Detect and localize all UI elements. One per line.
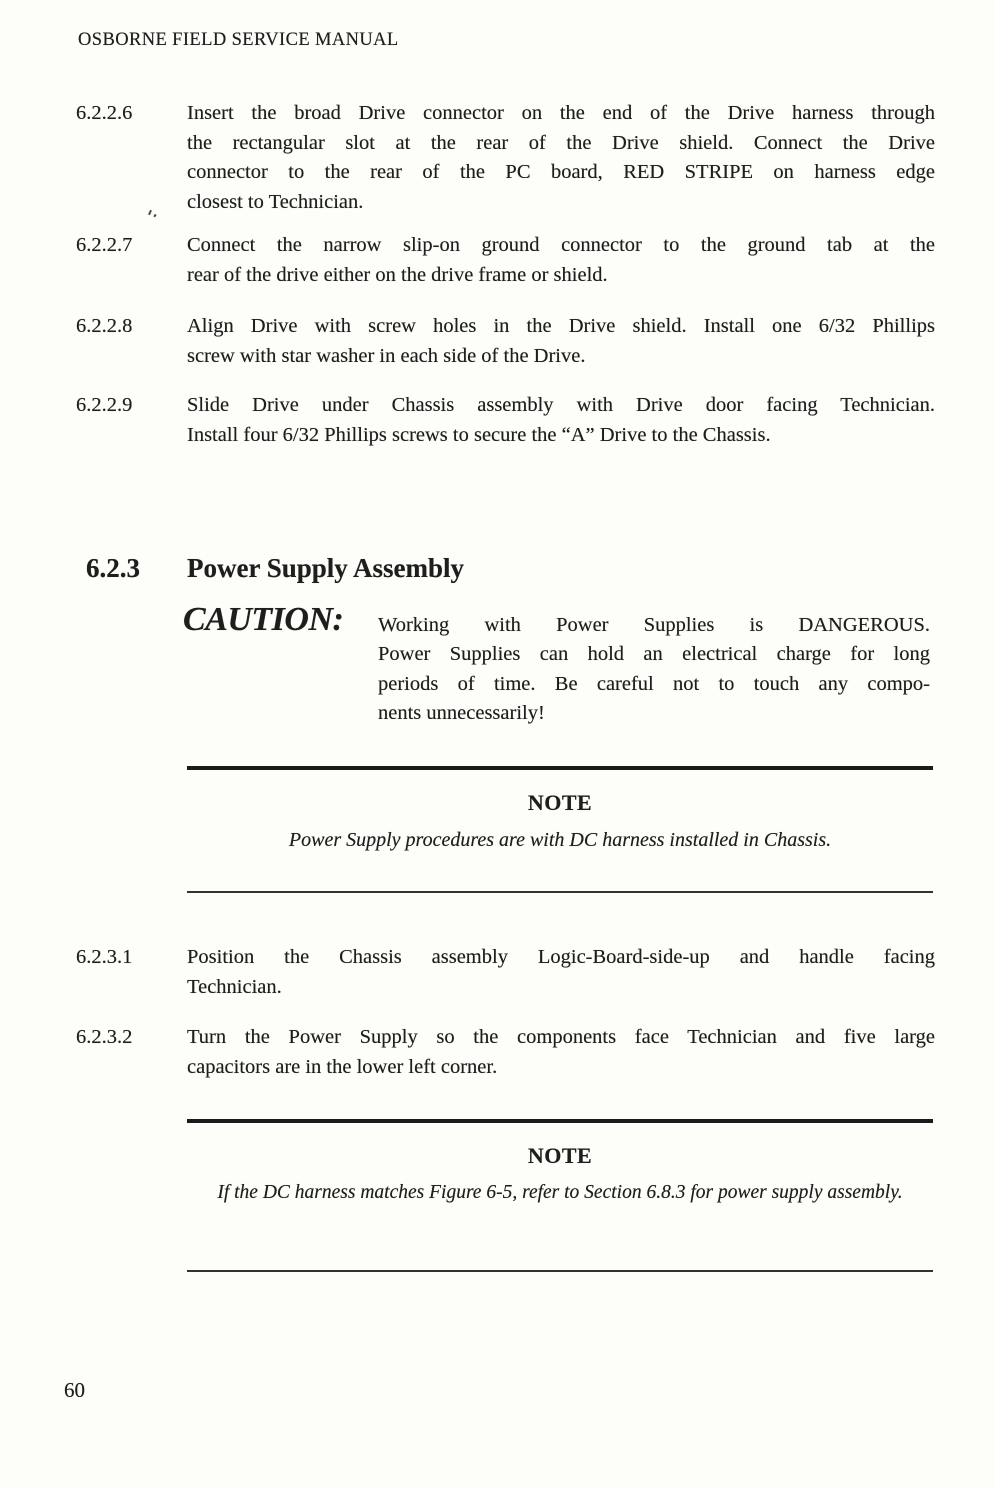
note-text: Power Supply procedures are with DC harness installed in Chassis. bbox=[288, 829, 832, 851]
note-rule-bottom bbox=[187, 891, 933, 893]
scan-artifact bbox=[147, 210, 159, 220]
note-rule-top bbox=[187, 1119, 933, 1123]
procedure-6232 bbox=[76, 1023, 935, 1082]
procedure-number: 6.2.3.1 bbox=[76, 946, 133, 968]
section-number: 6.2.3 bbox=[86, 553, 140, 583]
procedure-6228 bbox=[76, 312, 935, 371]
procedure-6227 bbox=[76, 231, 935, 290]
procedure-6226 bbox=[76, 99, 935, 217]
note-rule-top bbox=[187, 766, 933, 770]
procedure-6231 bbox=[76, 943, 935, 1002]
procedure-number: 6.2.2.9 bbox=[76, 394, 133, 416]
running-header: OSBORNE FIELD SERVICE MANUAL bbox=[78, 30, 399, 50]
section-heading bbox=[86, 552, 464, 584]
procedure-text: Slide Drive under Chassis assembly with Drive door facing Technician. Install four 6/32 Phillips screws to secure the “A” Drive to the Chassis. bbox=[187, 394, 935, 446]
note-title: NOTE bbox=[527, 1143, 593, 1168]
note-rule-bottom bbox=[187, 1270, 933, 1272]
procedure-text: Connect the narrow slip-on ground connector to the ground tab at the rear of the drive either on the drive frame or shield. bbox=[187, 234, 935, 286]
caution-text: Working with Power Supplies is DANGEROUS. Power Supplies can hold an electrical charge for long periods of time. Be careful not to touch any compo- nents unnecessarily! bbox=[378, 614, 930, 724]
note-box-2 bbox=[187, 1119, 933, 1272]
procedure-text: Position the Chassis assembly Logic-Board-side-up and handle facing Technician. bbox=[187, 946, 935, 998]
page-number: 60 bbox=[64, 1378, 85, 1402]
note-box-1 bbox=[187, 766, 933, 893]
procedure-6229 bbox=[76, 391, 935, 450]
procedure-number: 6.2.2.8 bbox=[76, 315, 133, 337]
procedure-number: 6.2.3.2 bbox=[76, 1026, 133, 1048]
procedure-text: Insert the broad Drive connector on the end of the Drive harness through the rectangular slot at the rear of the Drive shield. Connect the Drive connector to the rear of the PC board, RED STRIPE on harness edge closest to Technician. bbox=[187, 102, 935, 213]
procedure-text: Turn the Power Supply so the components face Technician and five large capacitors are in the lower left corner. bbox=[187, 1026, 935, 1078]
note-text: If the DC harness matches Figure 6-5, refer to Section 6.8.3 for power supply assembly. bbox=[217, 1182, 903, 1203]
procedure-number: 6.2.2.7 bbox=[76, 234, 133, 256]
note-title: NOTE bbox=[527, 790, 593, 815]
caution-label: CAUTION: bbox=[183, 601, 344, 638]
procedure-text: Align Drive with screw holes in the Drive shield. Install one 6/32 Phillips screw with star washer in each side of the Drive. bbox=[187, 315, 935, 367]
procedure-number: 6.2.2.6 bbox=[76, 102, 133, 124]
section-title: Power Supply Assembly bbox=[187, 553, 465, 583]
